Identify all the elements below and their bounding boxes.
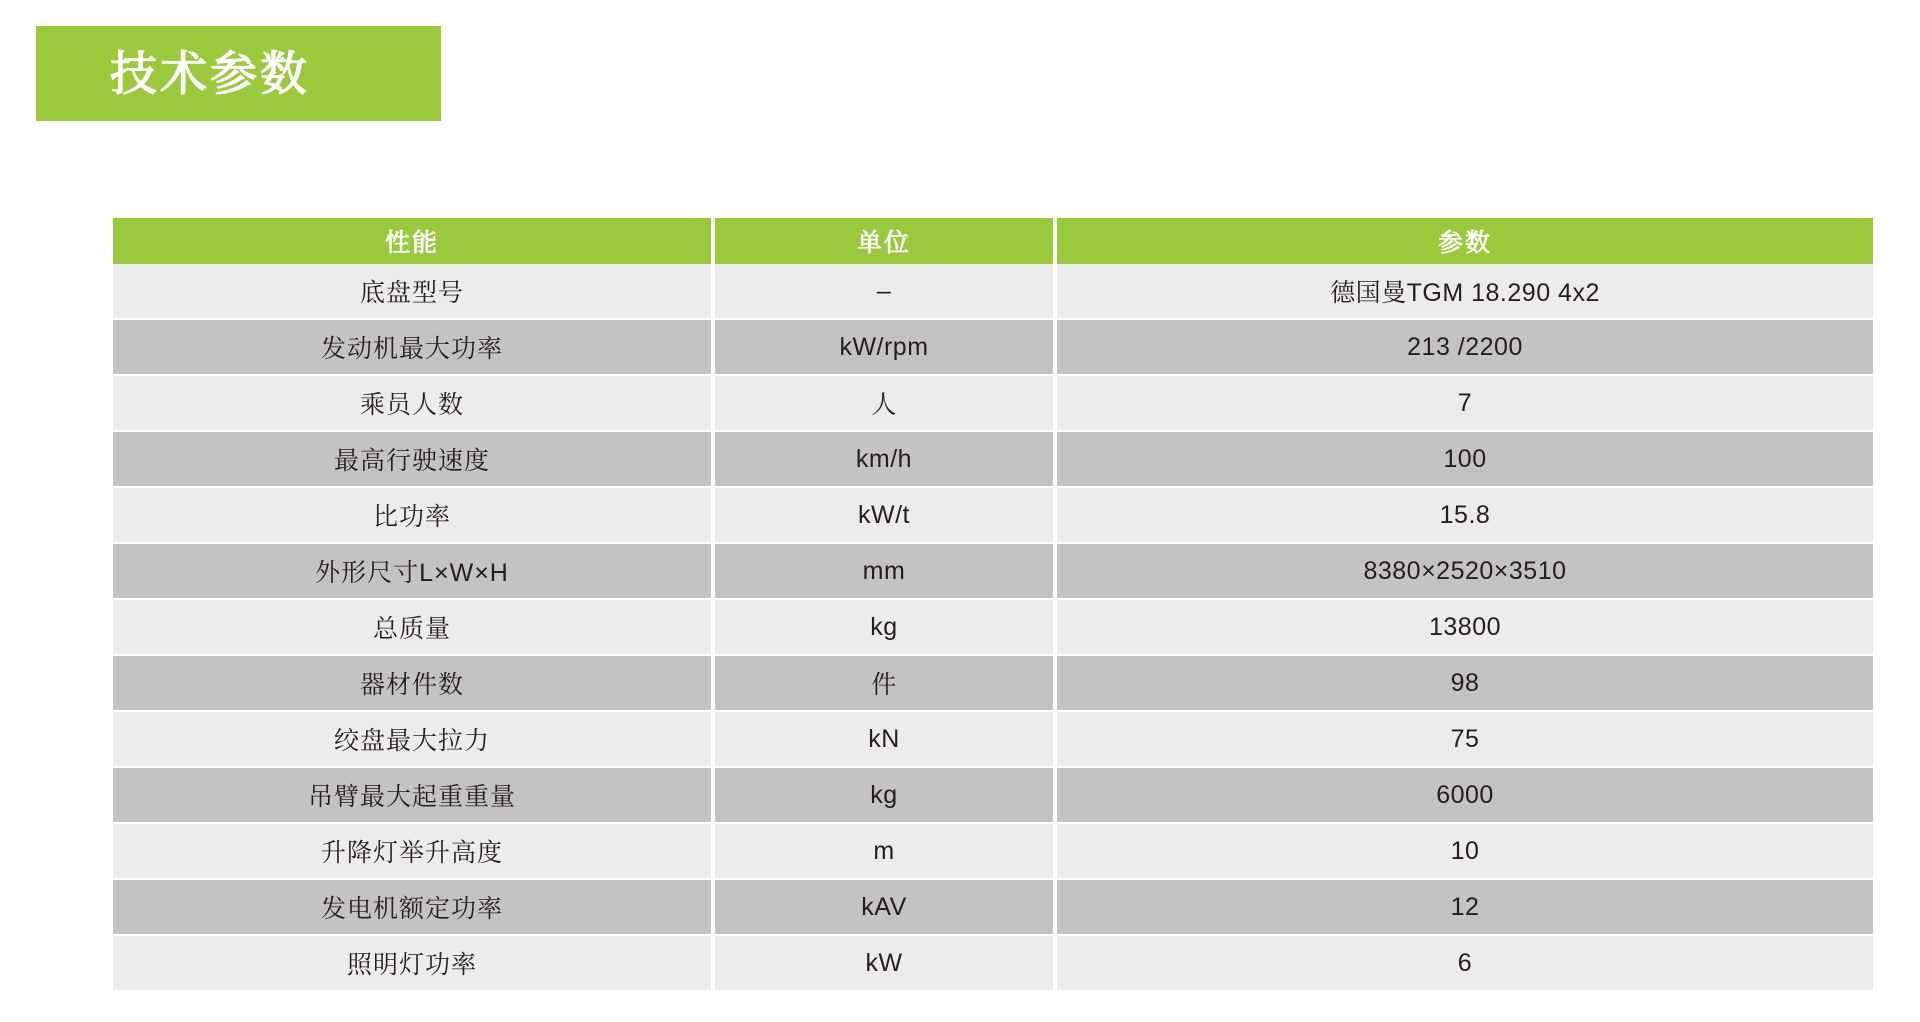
cell-unit: m — [713, 823, 1055, 879]
cell-unit: 人 — [713, 375, 1055, 431]
cell-unit: 件 — [713, 655, 1055, 711]
table-row — [113, 823, 1873, 879]
cell-performance: 最高行驶速度 — [113, 431, 713, 487]
cell-parameter: 10 — [1055, 823, 1873, 879]
cell-performance: 绞盘最大拉力 — [113, 711, 713, 767]
cell-performance: 器材件数 — [113, 655, 713, 711]
page-title: 技术参数 — [110, 47, 310, 100]
cell-unit: kN — [713, 711, 1055, 767]
table-row — [113, 879, 1873, 935]
cell-parameter: 98 — [1055, 655, 1873, 711]
spec-table-container — [113, 218, 1873, 992]
cell-parameter: 7 — [1055, 375, 1873, 431]
cell-unit: kAV — [713, 879, 1055, 935]
cell-performance: 升降灯举升高度 — [113, 823, 713, 879]
cell-unit: km/h — [713, 431, 1055, 487]
cell-parameter: 213 /2200 — [1055, 319, 1873, 375]
table-row — [113, 319, 1873, 375]
cell-performance: 比功率 — [113, 487, 713, 543]
cell-unit: kW/t — [713, 487, 1055, 543]
table-row — [113, 935, 1873, 991]
cell-unit: kW/rpm — [713, 319, 1055, 375]
table-row — [113, 264, 1873, 319]
table-row — [113, 599, 1873, 655]
column-header-unit: 单位 — [713, 218, 1055, 264]
cell-parameter: 15.8 — [1055, 487, 1873, 543]
table-row — [113, 375, 1873, 431]
cell-performance: 底盘型号 — [113, 264, 713, 319]
column-header-parameter: 参数 — [1055, 218, 1873, 264]
cell-performance: 乘员人数 — [113, 375, 713, 431]
cell-parameter: 100 — [1055, 431, 1873, 487]
cell-unit: – — [713, 264, 1055, 319]
cell-unit: kW — [713, 935, 1055, 991]
cell-parameter: 6 — [1055, 935, 1873, 991]
cell-performance: 吊臂最大起重重量 — [113, 767, 713, 823]
cell-performance: 照明灯功率 — [113, 935, 713, 991]
cell-parameter: 德国曼TGM 18.290 4x2 — [1055, 264, 1873, 319]
cell-performance: 发动机最大功率 — [113, 319, 713, 375]
table-header-row — [113, 218, 1873, 264]
cell-parameter: 75 — [1055, 711, 1873, 767]
table-body — [113, 264, 1873, 991]
cell-unit: mm — [713, 543, 1055, 599]
technical-specifications-table — [113, 218, 1873, 992]
table-row — [113, 655, 1873, 711]
cell-parameter: 6000 — [1055, 767, 1873, 823]
cell-parameter: 8380×2520×3510 — [1055, 543, 1873, 599]
table-row — [113, 711, 1873, 767]
table-row — [113, 543, 1873, 599]
table-header — [113, 218, 1873, 264]
cell-unit: kg — [713, 599, 1055, 655]
cell-unit: kg — [713, 767, 1055, 823]
title-banner — [36, 26, 441, 121]
table-row — [113, 431, 1873, 487]
cell-parameter: 13800 — [1055, 599, 1873, 655]
column-header-performance: 性能 — [113, 218, 713, 264]
table-row — [113, 767, 1873, 823]
cell-performance: 总质量 — [113, 599, 713, 655]
cell-performance: 发电机额定功率 — [113, 879, 713, 935]
cell-parameter: 12 — [1055, 879, 1873, 935]
cell-performance: 外形尺寸L×W×H — [113, 543, 713, 599]
table-row — [113, 487, 1873, 543]
